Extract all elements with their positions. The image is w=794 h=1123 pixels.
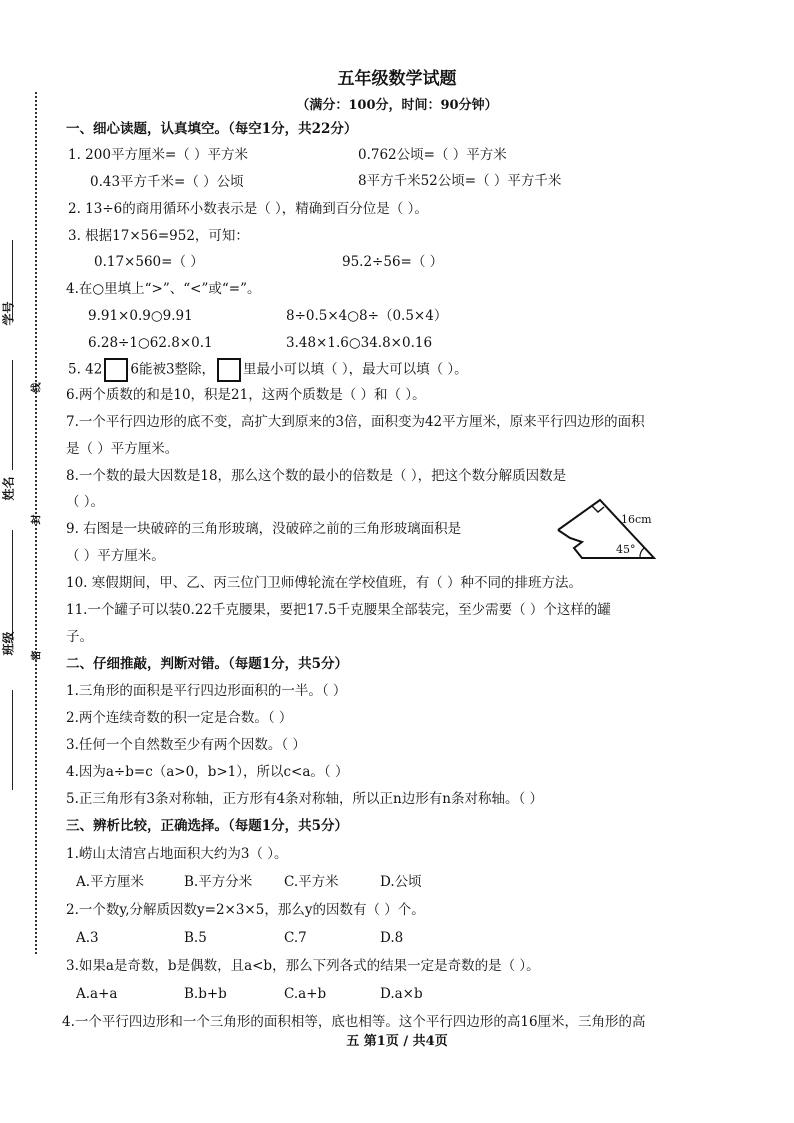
question-text: 1.三角形的面积是平行四边形面积的一半。（ ） bbox=[66, 683, 347, 699]
choice-option: A.a+a bbox=[76, 986, 118, 1002]
page-subtitle: （满分：100分，时间：90分钟） bbox=[296, 98, 498, 113]
choice-option: B.b+b bbox=[184, 986, 227, 1002]
binding-mark-secret: 密 bbox=[31, 650, 43, 661]
choice-option: B.平方分米 bbox=[184, 874, 253, 890]
question-text: （ ）平方厘米。 bbox=[66, 548, 165, 564]
choice-option: C.a+b bbox=[284, 986, 327, 1002]
question-text: 2.一个数y,分解质因数y=2×3×5，那么y的因数有（ ）个。 bbox=[66, 902, 425, 918]
choice-option: D.8 bbox=[380, 930, 404, 946]
class-label: 班级 bbox=[1, 631, 16, 656]
question-text: 1. 200平方厘米=（ ）平方米 bbox=[68, 147, 249, 163]
question-text: 10. 寒假期间，甲、乙、丙三位门卫师傅轮流在学校值班，有（ ）种不同的排班方法。 bbox=[66, 575, 583, 591]
question-text: 7.一个平行四边形的底不变，高扩大到原来的3倍，面积变为42平方厘米，原来平行四边形的面积 bbox=[66, 414, 645, 430]
figure-angle-label: 45° bbox=[616, 543, 636, 556]
question-fragment: 5. 42 bbox=[68, 361, 103, 378]
binding-mark-line: 线 bbox=[31, 382, 43, 393]
question-text bbox=[68, 358, 468, 382]
question-fragment: 里最小可以填（ ），最大可以填（ ）。 bbox=[243, 361, 468, 378]
question-text: 8平方千米52公顷=（ ）平方千米 bbox=[358, 173, 562, 189]
page-footer: 五 第1页 / 共4页 bbox=[346, 1034, 448, 1049]
question-text: 0.43平方千米=（ ）公顷 bbox=[90, 174, 244, 190]
page-title: 五年级数学试题 bbox=[337, 69, 457, 89]
binding-line bbox=[12, 530, 13, 640]
question-text: 3.48×1.6○34.8×0.16 bbox=[286, 335, 433, 351]
binding-line bbox=[12, 360, 13, 470]
name-label: 姓名 bbox=[1, 476, 16, 501]
question-text: 2.两个连续奇数的积一定是合数。（ ） bbox=[66, 710, 293, 726]
choice-option: D.公顷 bbox=[380, 874, 422, 890]
question-text: 4.一个平行四边形和一个三角形的面积相等，底也相等。这个平行四边形的高16厘米，三角形的高 bbox=[62, 1014, 646, 1030]
question-text: 6.28÷1○62.8×0.1 bbox=[88, 335, 213, 351]
choice-option: A.3 bbox=[76, 930, 99, 946]
answer-box bbox=[104, 358, 128, 382]
question-text: 子。 bbox=[66, 629, 93, 645]
section-heading: 三、辨析比较，正确选择。（每题1分，共5分） bbox=[66, 818, 349, 834]
figure-side-label: 16cm bbox=[621, 513, 652, 526]
question-text: 11.一个罐子可以装0.22千克腰果，要把17.5千克腰果全部装完，至少需要（ ）个这样的罐 bbox=[66, 602, 611, 618]
question-text: 4.因为a÷b=c（a>0，b>1），所以c<a。（ ） bbox=[66, 764, 349, 780]
question-text: 1.崂山太清宫占地面积大约为3（ ）。 bbox=[66, 846, 288, 862]
question-text: （ ）。 bbox=[66, 494, 105, 510]
question-text: 4.在○里填上“>”、“<”或“=”。 bbox=[66, 281, 261, 297]
student-no-label: 学号 bbox=[1, 301, 16, 326]
question-text: 8÷0.5×4○8÷（0.5×4） bbox=[286, 308, 448, 324]
choice-option: C.7 bbox=[284, 930, 307, 946]
choice-option: B.5 bbox=[184, 930, 207, 946]
section-heading: 一、细心读题，认真填空。（每空1分，共22分） bbox=[66, 121, 358, 137]
choice-option: D.a×b bbox=[380, 986, 423, 1002]
broken-triangle-figure bbox=[552, 498, 672, 568]
answer-box bbox=[217, 358, 241, 382]
question-text: 是（ ）平方厘米。 bbox=[66, 441, 179, 457]
question-text: 3.任何一个自然数至少有两个因数。（ ） bbox=[66, 737, 306, 753]
question-text: 3. 根据17×56=952，可知： bbox=[68, 228, 249, 244]
section-heading: 二、仔细推敲，判断对错。（每题1分，共5分） bbox=[66, 656, 349, 672]
question-text: 8.一个数的最大因数是18，那么这个数的最小的倍数是（ ），把这个数分解质因数是 bbox=[66, 468, 567, 484]
choice-option: C.平方米 bbox=[284, 874, 339, 890]
question-text: 2. 13÷6的商用循环小数表示是（ ），精确到百分位是（ ）。 bbox=[68, 201, 428, 217]
question-text: 0.17×560=（ ） bbox=[94, 254, 204, 270]
question-fragment: 6能被3整除， bbox=[130, 361, 216, 378]
choice-option: A.平方厘米 bbox=[76, 874, 145, 890]
question-text: 5.正三角形有3条对称轴，正方形有4条对称轴，所以正n边形有n条对称轴。（ ） bbox=[66, 791, 543, 807]
binding-line bbox=[12, 690, 13, 790]
question-text: 95.2÷56=（ ） bbox=[342, 254, 444, 270]
question-text: 9.91×0.9○9.91 bbox=[88, 308, 193, 324]
question-text: 9. 右图是一块破碎的三角形玻璃，没破碎之前的三角形玻璃面积是 bbox=[66, 521, 462, 537]
question-text: 6.两个质数的和是10，积是21，这两个质数是（ ）和（ ）。 bbox=[66, 387, 426, 403]
binding-mark-seal: 封 bbox=[31, 514, 43, 525]
question-text: 0.762公顷=（ ）平方米 bbox=[358, 147, 507, 163]
question-text: 3.如果a是奇数，b是偶数，且a<b，那么下列各式的结果一定是奇数的是（ ）。 bbox=[66, 958, 540, 974]
